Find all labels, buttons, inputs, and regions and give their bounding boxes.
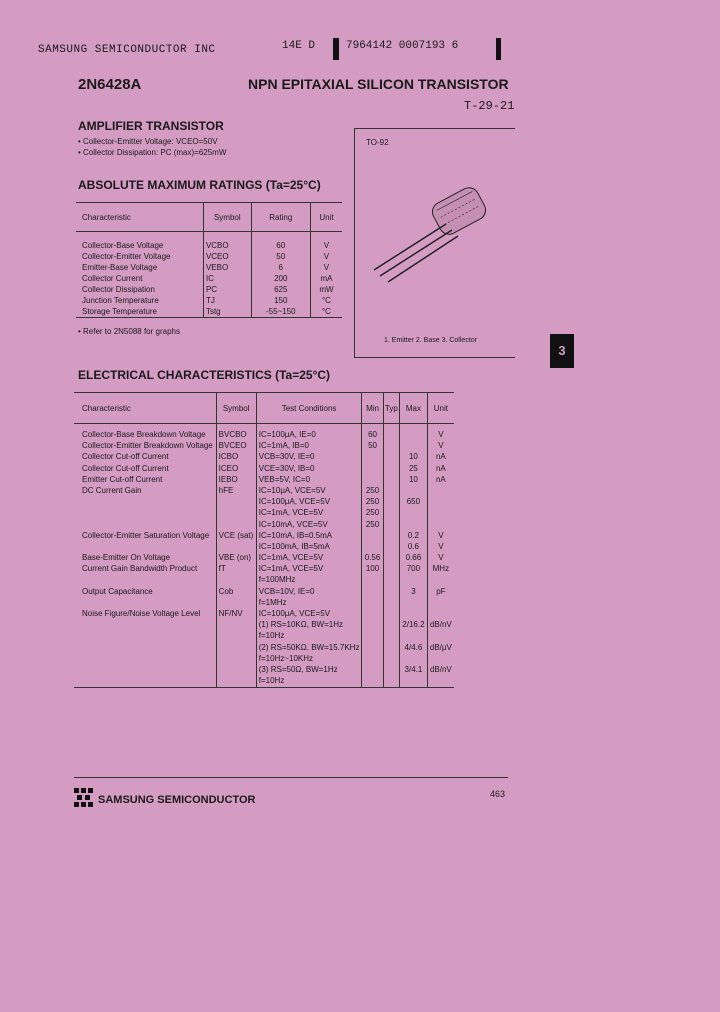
bullet-collector-dissipation: • Collector Dissipation: PC (max)=625mW xyxy=(78,148,227,157)
table-row xyxy=(74,564,454,575)
table-cell: Collector-Base Voltage xyxy=(82,241,164,250)
table-cell xyxy=(383,531,400,542)
table-cell: Current Gain Bandwidth Product xyxy=(82,564,198,574)
table-cell: V xyxy=(427,553,454,564)
table-cell xyxy=(362,609,383,620)
table-cell: f=10Hz~10KHz xyxy=(256,654,362,665)
table-row xyxy=(74,575,454,586)
column-header: Symbol xyxy=(203,203,251,232)
table-cell: MHz xyxy=(427,564,454,575)
table-cell: V xyxy=(310,262,342,273)
table-cell: VBE (on) xyxy=(216,553,256,564)
column-header: Unit xyxy=(427,393,454,424)
table-cell: BVCBO xyxy=(216,424,256,442)
table-cell: Collector-Emitter Breakdown Voltage xyxy=(82,441,213,451)
column-header: Unit xyxy=(310,203,342,232)
table-cell: Emitter-Base Voltage xyxy=(82,263,158,272)
table-cell xyxy=(427,654,454,665)
table-cell xyxy=(216,542,256,553)
table-cell: IC=100μA, VCE=5V xyxy=(256,609,362,620)
table-cell: 50 xyxy=(362,441,383,452)
table-cell: VCE=30V, IB=0 xyxy=(256,464,362,475)
table-cell xyxy=(362,575,383,586)
table-cell: f=1MHz xyxy=(256,598,362,609)
table-cell xyxy=(362,475,383,486)
table-cell xyxy=(427,520,454,531)
table-cell xyxy=(383,587,400,598)
table-cell xyxy=(383,575,400,586)
table-cell: dB/nV xyxy=(427,620,454,631)
table-cell xyxy=(74,643,216,654)
section-heading-electrical: ELECTRICAL CHARACTERISTICS (Ta=25°C) xyxy=(78,368,331,382)
table-cell: IC=1mA, VCE=5V xyxy=(256,564,362,575)
table-row xyxy=(74,587,454,598)
table-row xyxy=(76,295,342,306)
table-cell xyxy=(427,497,454,508)
table-cell xyxy=(427,598,454,609)
table-cell xyxy=(427,609,454,620)
table-cell: f=100MHz xyxy=(256,575,362,586)
table-cell: hFE xyxy=(216,486,256,497)
table-cell xyxy=(362,654,383,665)
table-row xyxy=(76,232,342,252)
table-cell xyxy=(362,464,383,475)
table-cell xyxy=(383,676,400,688)
handwritten-t-number: T-29-21 xyxy=(464,99,515,113)
table-cell: IC xyxy=(203,273,251,284)
table-cell: 200 xyxy=(251,273,310,284)
table-row xyxy=(76,262,342,273)
table-cell xyxy=(383,598,400,609)
table-cell xyxy=(74,665,216,676)
table-cell: IC=1mA, VCE=5V xyxy=(256,508,362,519)
table-cell xyxy=(74,676,216,688)
table-row xyxy=(74,676,454,688)
table-cell: 3 xyxy=(400,587,428,598)
table-cell: VCB=10V, IE=0 xyxy=(256,587,362,598)
table-cell: 3/4.1 xyxy=(400,665,428,676)
table-cell: Collector-Emitter Voltage xyxy=(82,252,171,261)
table-cell xyxy=(383,520,400,531)
footer-rule xyxy=(74,777,508,778)
table-cell: 650 xyxy=(400,497,428,508)
company-header: SAMSUNG SEMICONDUCTOR INC xyxy=(38,44,216,56)
electrical-characteristics-table xyxy=(74,392,454,688)
table-cell xyxy=(400,654,428,665)
table-cell xyxy=(362,631,383,642)
table-cell: 250 xyxy=(362,520,383,531)
column-header: Min xyxy=(362,393,383,424)
table-cell: fT xyxy=(216,564,256,575)
section-heading-absolute-max: ABSOLUTE MAXIMUM RATINGS (Ta=25°C) xyxy=(78,178,321,192)
table-cell: VEB=5V, IC=0 xyxy=(256,475,362,486)
table-cell: 50 xyxy=(251,251,310,262)
table-cell xyxy=(383,620,400,631)
table-cell: Collector-Base Breakdown Voltage xyxy=(82,430,206,439)
table-cell: 0.66 xyxy=(400,553,428,564)
table-cell xyxy=(216,620,256,631)
table-cell: VCB=30V, IE=0 xyxy=(256,452,362,463)
table-cell xyxy=(400,676,428,688)
table-cell: Noise Figure/Noise Voltage Level xyxy=(82,609,201,618)
table-cell: Cob xyxy=(216,587,256,598)
column-header: Test Conditions xyxy=(256,393,362,424)
table-cell xyxy=(383,665,400,676)
table-cell: 60 xyxy=(362,424,383,442)
table-cell: V xyxy=(427,542,454,553)
table-cell xyxy=(383,497,400,508)
table-cell: 10 xyxy=(400,475,428,486)
table-cell xyxy=(362,676,383,688)
table-cell: f=10Hz xyxy=(256,631,362,642)
table-cell: f=10Hz xyxy=(256,676,362,688)
document-code: 7964142 0007193 6 xyxy=(346,40,459,52)
table-cell xyxy=(400,508,428,519)
pin-caption: 1. Emitter 2. Base 3. Collector xyxy=(384,337,477,344)
table-cell: 150 xyxy=(251,295,310,306)
table-cell xyxy=(383,654,400,665)
table-cell xyxy=(400,575,428,586)
table-cell xyxy=(216,654,256,665)
table-cell xyxy=(400,486,428,497)
table-cell xyxy=(383,452,400,463)
graphs-note: • Refer to 2N5088 for graphs xyxy=(78,327,180,336)
package-label: TO-92 xyxy=(366,138,389,147)
table-cell: Collector Dissipation xyxy=(82,285,155,294)
table-cell: mW xyxy=(310,284,342,295)
column-header: Characteristic xyxy=(74,393,216,424)
table-cell: NF/NV xyxy=(216,609,256,620)
table-cell: Tstg xyxy=(203,306,251,318)
table-cell: nA xyxy=(427,464,454,475)
table-cell: IC=100μA, VCE=5V xyxy=(256,497,362,508)
section-heading-amplifier: AMPLIFIER TRANSISTOR xyxy=(78,119,224,133)
table-cell xyxy=(427,631,454,642)
table-cell xyxy=(427,486,454,497)
table-cell xyxy=(362,452,383,463)
table-cell: Collector Cut-off Current xyxy=(82,452,169,462)
table-cell xyxy=(383,609,400,620)
samsung-logo-icon xyxy=(74,788,94,808)
table-cell: VEBO xyxy=(203,262,251,273)
bullet-collector-emitter-voltage: • Collector-Emitter Voltage: VCEO=50V xyxy=(78,137,218,146)
table-cell xyxy=(383,486,400,497)
table-row xyxy=(74,441,454,452)
table-cell xyxy=(383,643,400,654)
table-cell: V xyxy=(427,424,454,442)
table-cell xyxy=(74,575,216,586)
table-cell xyxy=(74,508,216,519)
table-cell: V xyxy=(427,531,454,542)
table-cell xyxy=(74,631,216,642)
table-row xyxy=(74,520,454,531)
table-cell xyxy=(400,520,428,531)
table-cell: IC=100mA, IB=5mA xyxy=(256,542,362,553)
table-cell xyxy=(383,464,400,475)
table-cell: Output Capacitance xyxy=(82,586,153,596)
header-code: 14E D xyxy=(282,40,316,52)
table-row xyxy=(74,508,454,519)
table-cell xyxy=(362,620,383,631)
table-cell: Storage Temperature xyxy=(76,306,203,318)
table-cell xyxy=(362,643,383,654)
table-cell: 2/16.2 xyxy=(400,620,428,631)
table-cell xyxy=(216,598,256,609)
table-cell: VCE (sat) xyxy=(216,531,256,542)
table-cell xyxy=(74,620,216,631)
table-cell: V xyxy=(310,251,342,262)
table-cell: (2) RS=50KΩ, BW=15.7KHz xyxy=(256,643,362,654)
table-row xyxy=(74,665,454,676)
table-cell: 25 xyxy=(400,464,428,475)
table-cell xyxy=(383,553,400,564)
table-cell: 6 xyxy=(251,262,310,273)
table-row xyxy=(74,424,454,442)
table-cell: IC=10mA, IB=0.5mA xyxy=(256,531,362,542)
table-header-row xyxy=(74,393,454,424)
column-header: Characteristic xyxy=(76,203,203,232)
table-cell xyxy=(74,520,216,531)
table-row xyxy=(76,251,342,262)
table-cell: BVCEO xyxy=(216,441,256,452)
table-cell: nA xyxy=(427,475,454,486)
table-cell: 625 xyxy=(251,284,310,295)
table-cell xyxy=(383,508,400,519)
table-cell: dB/nV xyxy=(427,665,454,676)
table-cell xyxy=(383,475,400,486)
table-cell: IC=1mA, IB=0 xyxy=(256,441,362,452)
table-cell: VCBO xyxy=(203,232,251,252)
table-cell xyxy=(427,575,454,586)
column-header: Rating xyxy=(251,203,310,232)
table-cell: -55~150 xyxy=(251,306,310,318)
table-cell: Emitter Cut-off Current xyxy=(82,474,163,484)
table-cell xyxy=(383,564,400,575)
table-cell: (1) RS=10KΩ, BW=1Hz xyxy=(256,620,362,631)
table-cell: 0.6 xyxy=(400,542,428,553)
table-cell xyxy=(74,497,216,508)
part-number: 2N6428A xyxy=(78,76,142,93)
table-row xyxy=(74,486,454,497)
table-cell: IC=10μA, VCE=5V xyxy=(256,486,362,497)
table-cell: 0.2 xyxy=(400,531,428,542)
table-row xyxy=(74,542,454,553)
table-row xyxy=(74,452,454,463)
table-cell xyxy=(383,441,400,452)
table-cell: 250 xyxy=(362,486,383,497)
table-cell xyxy=(427,676,454,688)
absolute-max-table xyxy=(76,202,342,318)
table-cell: Junction Temperature xyxy=(82,296,159,305)
table-cell xyxy=(74,598,216,609)
table-cell xyxy=(383,631,400,642)
table-cell xyxy=(362,587,383,598)
table-cell xyxy=(216,497,256,508)
table-header-row xyxy=(76,203,342,232)
table-cell xyxy=(216,631,256,642)
table-cell: mA xyxy=(310,273,342,284)
section-tab: 3 xyxy=(550,334,574,368)
table-row xyxy=(74,598,454,609)
transistor-package-drawing xyxy=(366,176,506,286)
table-cell: Base-Emitter On Voltage xyxy=(82,553,171,563)
table-cell xyxy=(216,508,256,519)
table-cell: VCEO xyxy=(203,251,251,262)
table-cell xyxy=(383,424,400,442)
table-cell: 4/4.6 xyxy=(400,643,428,654)
table-cell: TJ xyxy=(203,295,251,306)
table-cell: Collector Current xyxy=(82,274,143,283)
table-cell xyxy=(400,598,428,609)
table-row xyxy=(74,654,454,665)
table-cell xyxy=(216,643,256,654)
table-row xyxy=(74,631,454,642)
table-row xyxy=(74,531,454,542)
table-row xyxy=(74,609,454,620)
table-cell xyxy=(383,542,400,553)
table-cell: PC xyxy=(203,284,251,295)
table-cell: DC Current Gain xyxy=(82,485,142,495)
page-number: 463 xyxy=(490,789,506,799)
table-row xyxy=(74,464,454,475)
table-cell: (3) RS=50Ω, BW=1Hz xyxy=(256,665,362,676)
table-cell xyxy=(216,520,256,531)
footer-brand: SAMSUNG SEMICONDUCTOR xyxy=(98,794,256,806)
table-cell: Collector-Emitter Saturation Voltage xyxy=(82,530,210,540)
barcode-mark xyxy=(496,38,501,60)
table-cell: V xyxy=(427,441,454,452)
table-cell: pF xyxy=(427,587,454,598)
table-cell xyxy=(74,654,216,665)
table-row xyxy=(74,620,454,631)
table-cell: 250 xyxy=(362,508,383,519)
table-cell xyxy=(400,609,428,620)
table-cell xyxy=(362,598,383,609)
table-cell: 100 xyxy=(362,564,383,575)
barcode-mark xyxy=(333,38,339,60)
table-cell: 0.56 xyxy=(362,553,383,564)
table-cell xyxy=(74,542,216,553)
table-cell: 10 xyxy=(400,452,428,463)
table-cell xyxy=(216,676,256,688)
table-row xyxy=(76,284,342,295)
table-row xyxy=(76,306,342,318)
table-cell xyxy=(362,542,383,553)
table-cell: IEBO xyxy=(216,475,256,486)
table-cell xyxy=(400,631,428,642)
table-row xyxy=(74,497,454,508)
page-title: NPN EPITAXIAL SILICON TRANSISTOR xyxy=(248,76,509,92)
table-cell: IC=10mA, VCE=5V xyxy=(256,520,362,531)
table-cell: Collector Cut-off Current xyxy=(82,463,169,473)
table-cell: °C xyxy=(310,306,342,318)
table-row xyxy=(74,643,454,654)
table-cell: nA xyxy=(427,452,454,463)
table-cell: °C xyxy=(310,295,342,306)
table-cell: dB/μV xyxy=(427,643,454,654)
column-header: Symbol xyxy=(216,393,256,424)
table-row xyxy=(76,273,342,284)
table-cell: V xyxy=(310,232,342,252)
table-cell xyxy=(216,575,256,586)
table-cell: 700 xyxy=(400,564,428,575)
table-cell xyxy=(400,441,428,452)
table-cell: IC=100μA, IE=0 xyxy=(256,424,362,442)
table-cell xyxy=(362,531,383,542)
table-cell xyxy=(400,424,428,442)
table-cell: ICEO xyxy=(216,464,256,475)
column-header: Typ xyxy=(383,393,400,424)
table-cell xyxy=(362,665,383,676)
table-cell xyxy=(216,665,256,676)
table-cell: 250 xyxy=(362,497,383,508)
table-cell: IC=1mA, VCE=5V xyxy=(256,553,362,564)
table-row xyxy=(74,553,454,564)
table-cell: ICBO xyxy=(216,452,256,463)
table-row xyxy=(74,475,454,486)
table-cell: 60 xyxy=(251,232,310,252)
table-cell xyxy=(427,508,454,519)
column-header: Max xyxy=(400,393,428,424)
